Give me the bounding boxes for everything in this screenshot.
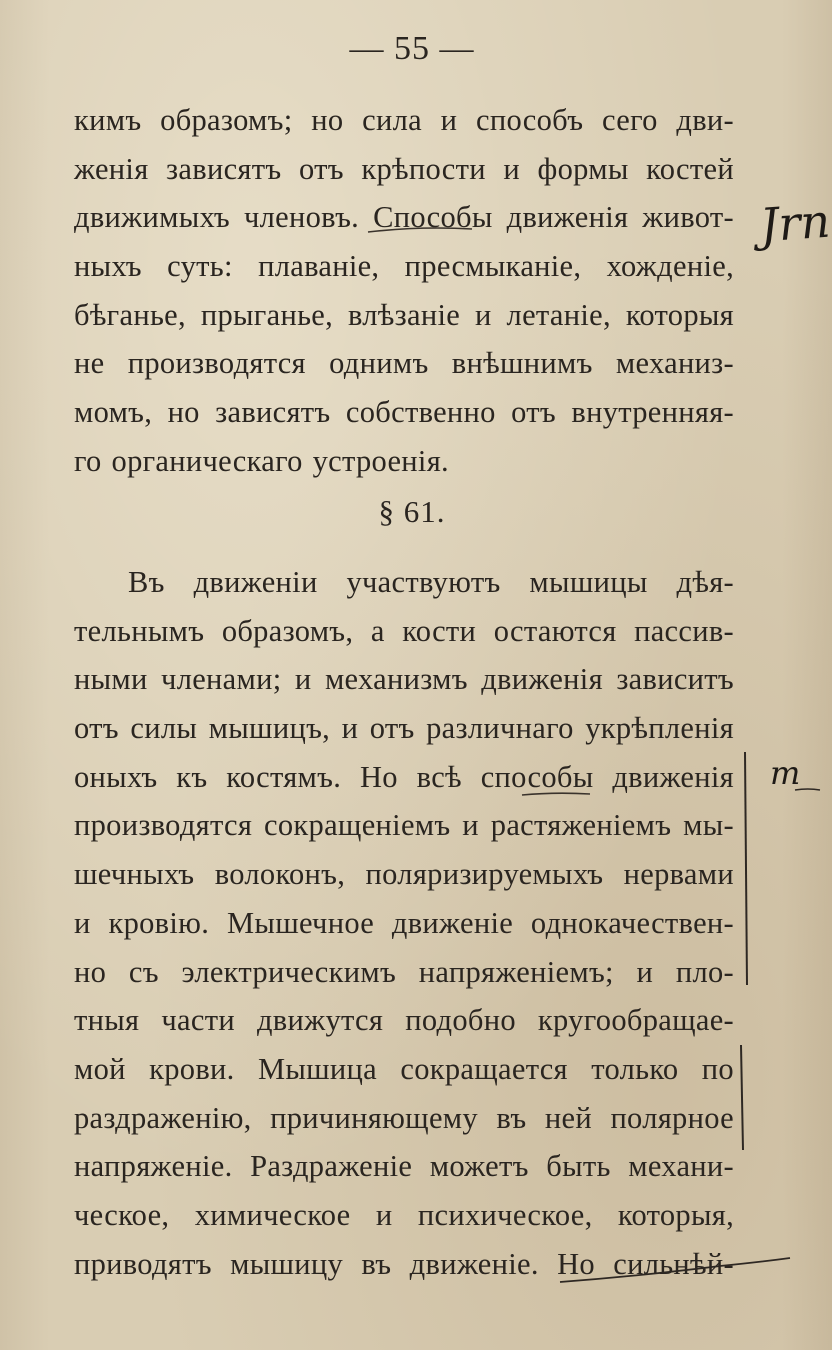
text-line: момъ, но зависятъ собственно отъ внутренняя-	[74, 395, 734, 430]
handwritten-margin-note-top: Jrn	[758, 193, 832, 253]
text-line: движимыхъ членовъ. Способы движенія живот-	[74, 200, 734, 235]
handwritten-margin-note-middle: m	[770, 754, 801, 792]
text-line: и кровію. Мышечное движеніе однокачествен-	[74, 905, 734, 940]
text-line: раздраженію, причиняющему въ ней полярное	[74, 1100, 734, 1135]
text-line: женія зависятъ отъ крѣпости и формы костей	[74, 151, 734, 186]
text-line: шечныхъ волоконъ, поляризируемыхъ нервами	[74, 857, 734, 892]
underline-mark	[368, 228, 472, 232]
margin-bar-mark	[741, 1045, 743, 1150]
text-line: тныя части движутся подобно кругообращае-	[74, 1003, 734, 1038]
text-line: кимъ образомъ; но сила и способъ сего дви-	[74, 103, 734, 137]
margin-bar-mark	[745, 752, 747, 985]
text-line: мой крови. Мышица сокращается только по	[74, 1051, 734, 1086]
text-line: ными членами; и механизмъ движенія зависитъ	[74, 662, 734, 697]
text-line: ныхъ суть: плаваніе, пресмыканіе, хожденіе,	[74, 249, 734, 284]
text-line: ческое, химическое и психическое, которыя,	[74, 1197, 734, 1232]
page-number: — 55 —	[349, 30, 475, 67]
text-line: напряженіе. Раздраженіе можетъ быть механи-	[74, 1149, 734, 1184]
underline-mark	[522, 793, 590, 795]
text-line: бѣганье, прыганье, влѣзаніе и летаніе, которыя	[74, 297, 734, 332]
text-line: производятся сокращеніемъ и растяженіемъ мы-	[74, 808, 734, 843]
text-line: тельнымъ образомъ, а кости остаются пассив-	[74, 613, 734, 648]
text-line: Въ движеніи участвуютъ мышицы дѣя-	[128, 565, 734, 599]
section-heading: § 61.	[378, 494, 446, 529]
text-line: не производятся однимъ внѣшнимъ механиз-	[74, 346, 734, 381]
text-line: го органическаго устроенія.	[74, 443, 449, 478]
underline-mark	[560, 1258, 790, 1282]
stray-mark	[795, 789, 820, 790]
text-line: оныхъ къ костямъ. Но всѣ способы движенія	[74, 759, 734, 794]
text-line: отъ силы мышицъ, и отъ различнаго укрѣпленія	[74, 711, 734, 746]
text-line: но съ электрическимъ напряженіемъ; и пло-	[74, 954, 734, 989]
text-line: приводятъ мышицу въ движеніе. Но сильнѣй-	[74, 1246, 734, 1281]
